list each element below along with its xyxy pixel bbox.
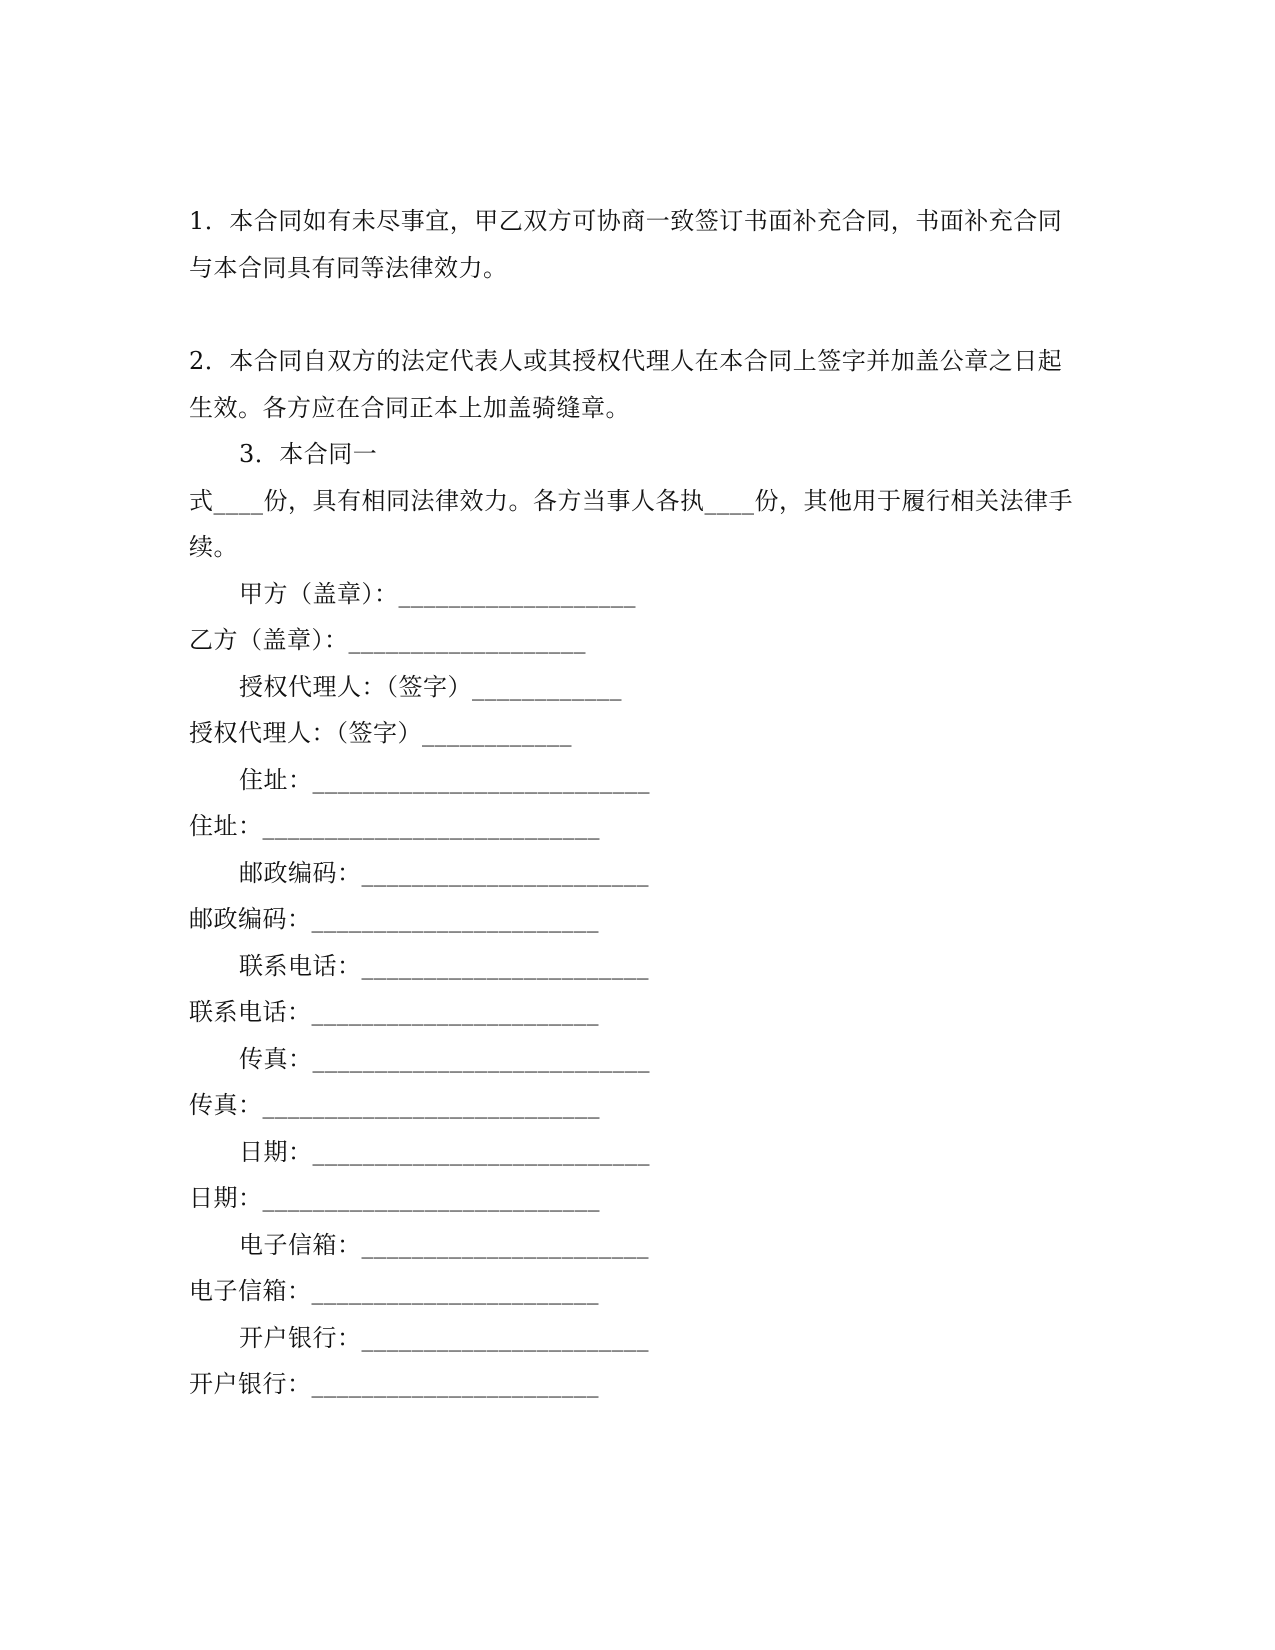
- clause-3-line-2: 式____份，具有相同法律效力。各方当事人各执____份，其他用于履行相关法律手: [189, 487, 1073, 515]
- party-a-agent-field: 授权代理人：（签字）____________: [239, 673, 622, 701]
- party-b-phone-field: 联系电话：_______________________: [189, 998, 599, 1026]
- clause-1-line-2: 与本合同具有同等法律效力。: [189, 254, 508, 282]
- party-b-agent-field: 授权代理人：（签字）____________: [189, 719, 572, 747]
- party-a-address-field: 住址：___________________________: [239, 766, 650, 794]
- clause-1-line-1: 1．本合同如有未尽事宜，甲乙双方可协商一致签订书面补充合同，书面补充合同: [189, 207, 1063, 235]
- clause-3-line-3: 续。: [189, 533, 238, 561]
- clause-2-line-1: 2．本合同自双方的法定代表人或其授权代理人在本合同上签字并加盖公章之日起: [189, 347, 1063, 375]
- party-a-email-field: 电子信箱：_______________________: [239, 1231, 649, 1259]
- party-b-bank-field: 开户银行：_______________________: [189, 1370, 599, 1398]
- party-a-phone-field: 联系电话：_______________________: [239, 952, 649, 980]
- party-b-address-field: 住址：___________________________: [189, 812, 600, 840]
- party-b-postcode-field: 邮政编码：_______________________: [189, 905, 599, 933]
- party-b-fax-field: 传真：___________________________: [189, 1091, 600, 1119]
- clause-2-line-2: 生效。各方应在合同正本上加盖骑缝章。: [189, 394, 630, 422]
- party-a-seal-field: 甲方（盖章）：___________________: [239, 580, 636, 608]
- party-a-bank-field: 开户银行：_______________________: [239, 1324, 649, 1352]
- party-b-email-field: 电子信箱：_______________________: [189, 1277, 599, 1305]
- party-b-date-field: 日期：___________________________: [189, 1184, 600, 1212]
- party-a-date-field: 日期：___________________________: [239, 1138, 650, 1166]
- party-a-postcode-field: 邮政编码：_______________________: [239, 859, 649, 887]
- party-a-fax-field: 传真：___________________________: [239, 1045, 650, 1073]
- clause-3-line-1: 3．本合同一: [239, 440, 378, 468]
- party-b-seal-field: 乙方（盖章）：___________________: [189, 626, 586, 654]
